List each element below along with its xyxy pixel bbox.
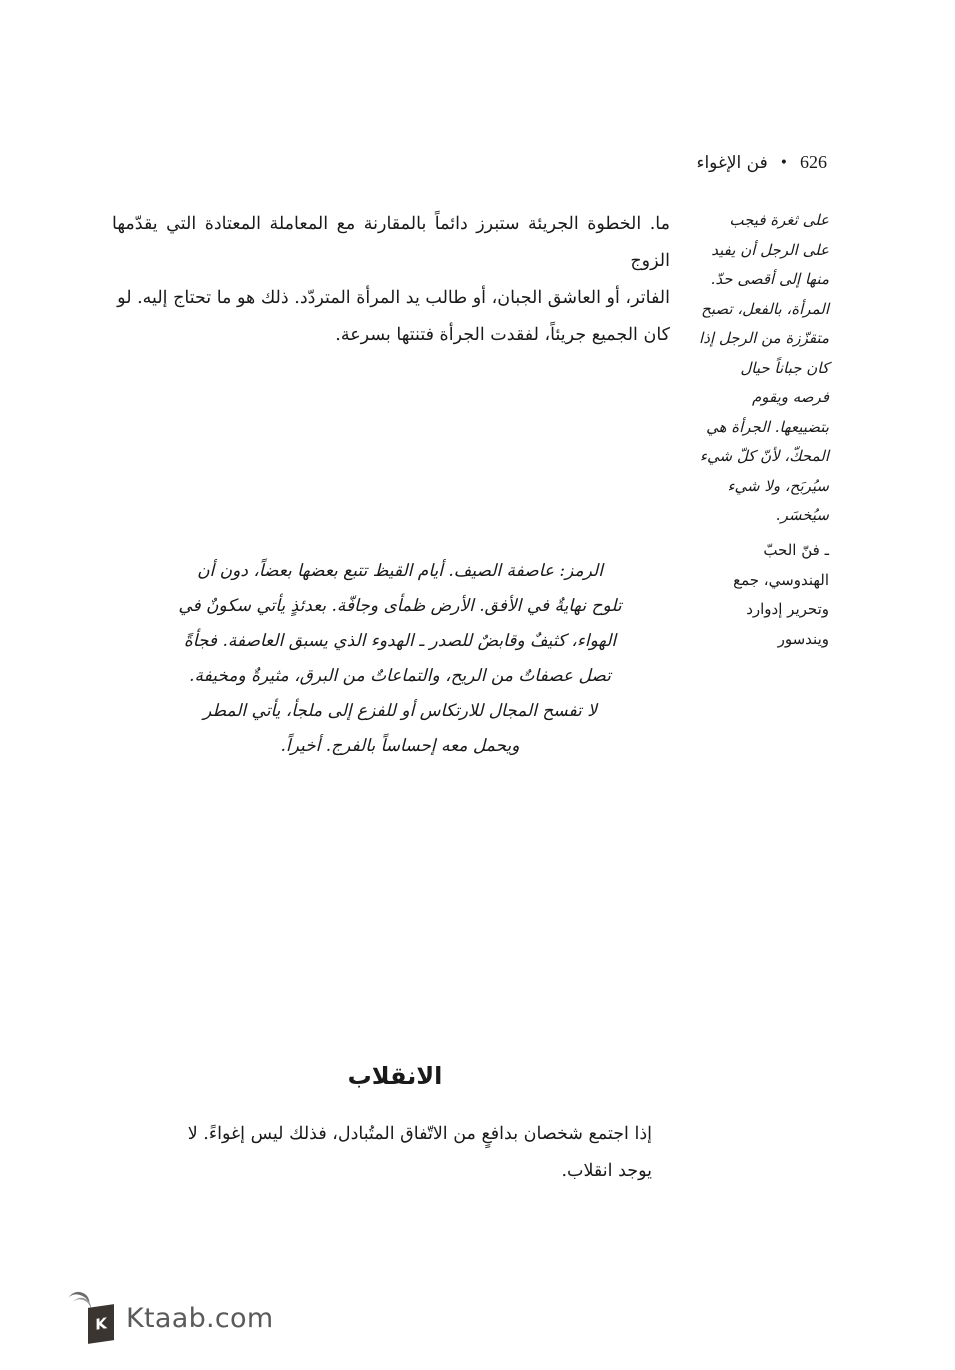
margin-quote-line: سيُربَح، ولا شيء: [727, 476, 829, 495]
source-line: الهندوسي، جمع: [733, 570, 829, 589]
epigraph-line: تصل عصفاتٌ من الريح، والتماعاتٌ من البرق، مثيرةٌ ومخيفة.: [189, 666, 611, 686]
main-line: الفاتر، أو العاشق الجبان، أو طالب يد المرأة المتردّد. ذلك هو ما تحتاج إليه. لو: [117, 288, 670, 308]
site-name: Ktaab.com: [126, 1302, 274, 1334]
section-paragraph: [112, 1116, 652, 1190]
margin-quote-line: المحكّ، لأنّ كلّ شيء: [699, 447, 829, 465]
section-line: يوجد انقلاب.: [561, 1161, 652, 1181]
margin-quote: [689, 206, 829, 531]
margin-quote-line: كان جباناً حيال: [740, 358, 829, 377]
margin-quote-line: على الرجل أن يفيد: [711, 240, 829, 259]
margin-quote-source: [689, 536, 829, 654]
margin-quote-line: سيُخسَر.: [775, 506, 829, 524]
source-line: ويندسور: [777, 629, 829, 648]
main-paragraph: [112, 206, 670, 354]
book-logo-icon: [64, 1292, 116, 1344]
main-line: كان الجميع جريئاً، لفقدت الجرأة فتنتها بسرعة.: [335, 325, 670, 345]
source-line: ـ فنّ الحبّ: [763, 541, 829, 559]
epigraph-line: الهواء، كثيفٌ وقابضٌ للصدر ـ الهدوء الذي يسبق العاصفة. فجأةً: [183, 631, 617, 651]
margin-quote-line: على ثغرة فيجب: [729, 211, 829, 229]
logo-letter: K: [88, 1304, 114, 1344]
margin-quote-line: متقزّزة من الرجل إذا: [699, 329, 829, 347]
source-line: وتحرير إدوارد: [746, 600, 829, 618]
epigraph-line: تلوح نهايةٌ في الأفق. الأرض ظمأى وجافّة. بعدئذٍ يأتي سكونٌ في: [178, 596, 622, 616]
running-header: [696, 152, 827, 173]
section-line: إذا اجتمع شخصان بدافعٍ من الاتّفاق المتُبادل، فذلك ليس إغواءً. لا: [187, 1124, 652, 1144]
epigraph-line: الرمز: عاصفة الصيف. أيام القيظ تتبع بعضها بعضاً، دون أن: [197, 561, 603, 581]
book-title: فن الإغواء: [696, 152, 768, 173]
margin-quote-line: بتضييعها. الجرأة هي: [706, 417, 829, 436]
margin-quote-line: المرأة، بالفعل، تصبح: [701, 299, 829, 318]
symbol-epigraph: [150, 554, 650, 764]
page-number: 626: [800, 152, 827, 172]
ktaab-watermark: [64, 1292, 273, 1344]
margin-quote-line: منها إلى أقصى حدّ.: [710, 270, 829, 288]
epigraph-line: ويحمل معه إحساساً بالفرج. أخيراً.: [280, 736, 520, 756]
epigraph-line: لا تفسح المجال للارتكاس أو للفزع إلى ملجأ، يأتي المطر: [203, 701, 597, 721]
main-line: ما. الخطوة الجريئة ستبرز دائماً بالمقارنة مع المعاملة المعتادة التي يقدّمها الزوج: [112, 214, 670, 271]
margin-quote-line: فرصه ويقوم: [751, 388, 829, 406]
header-bullet: •: [779, 154, 788, 171]
section-heading: الانقلاب: [347, 1062, 443, 1090]
